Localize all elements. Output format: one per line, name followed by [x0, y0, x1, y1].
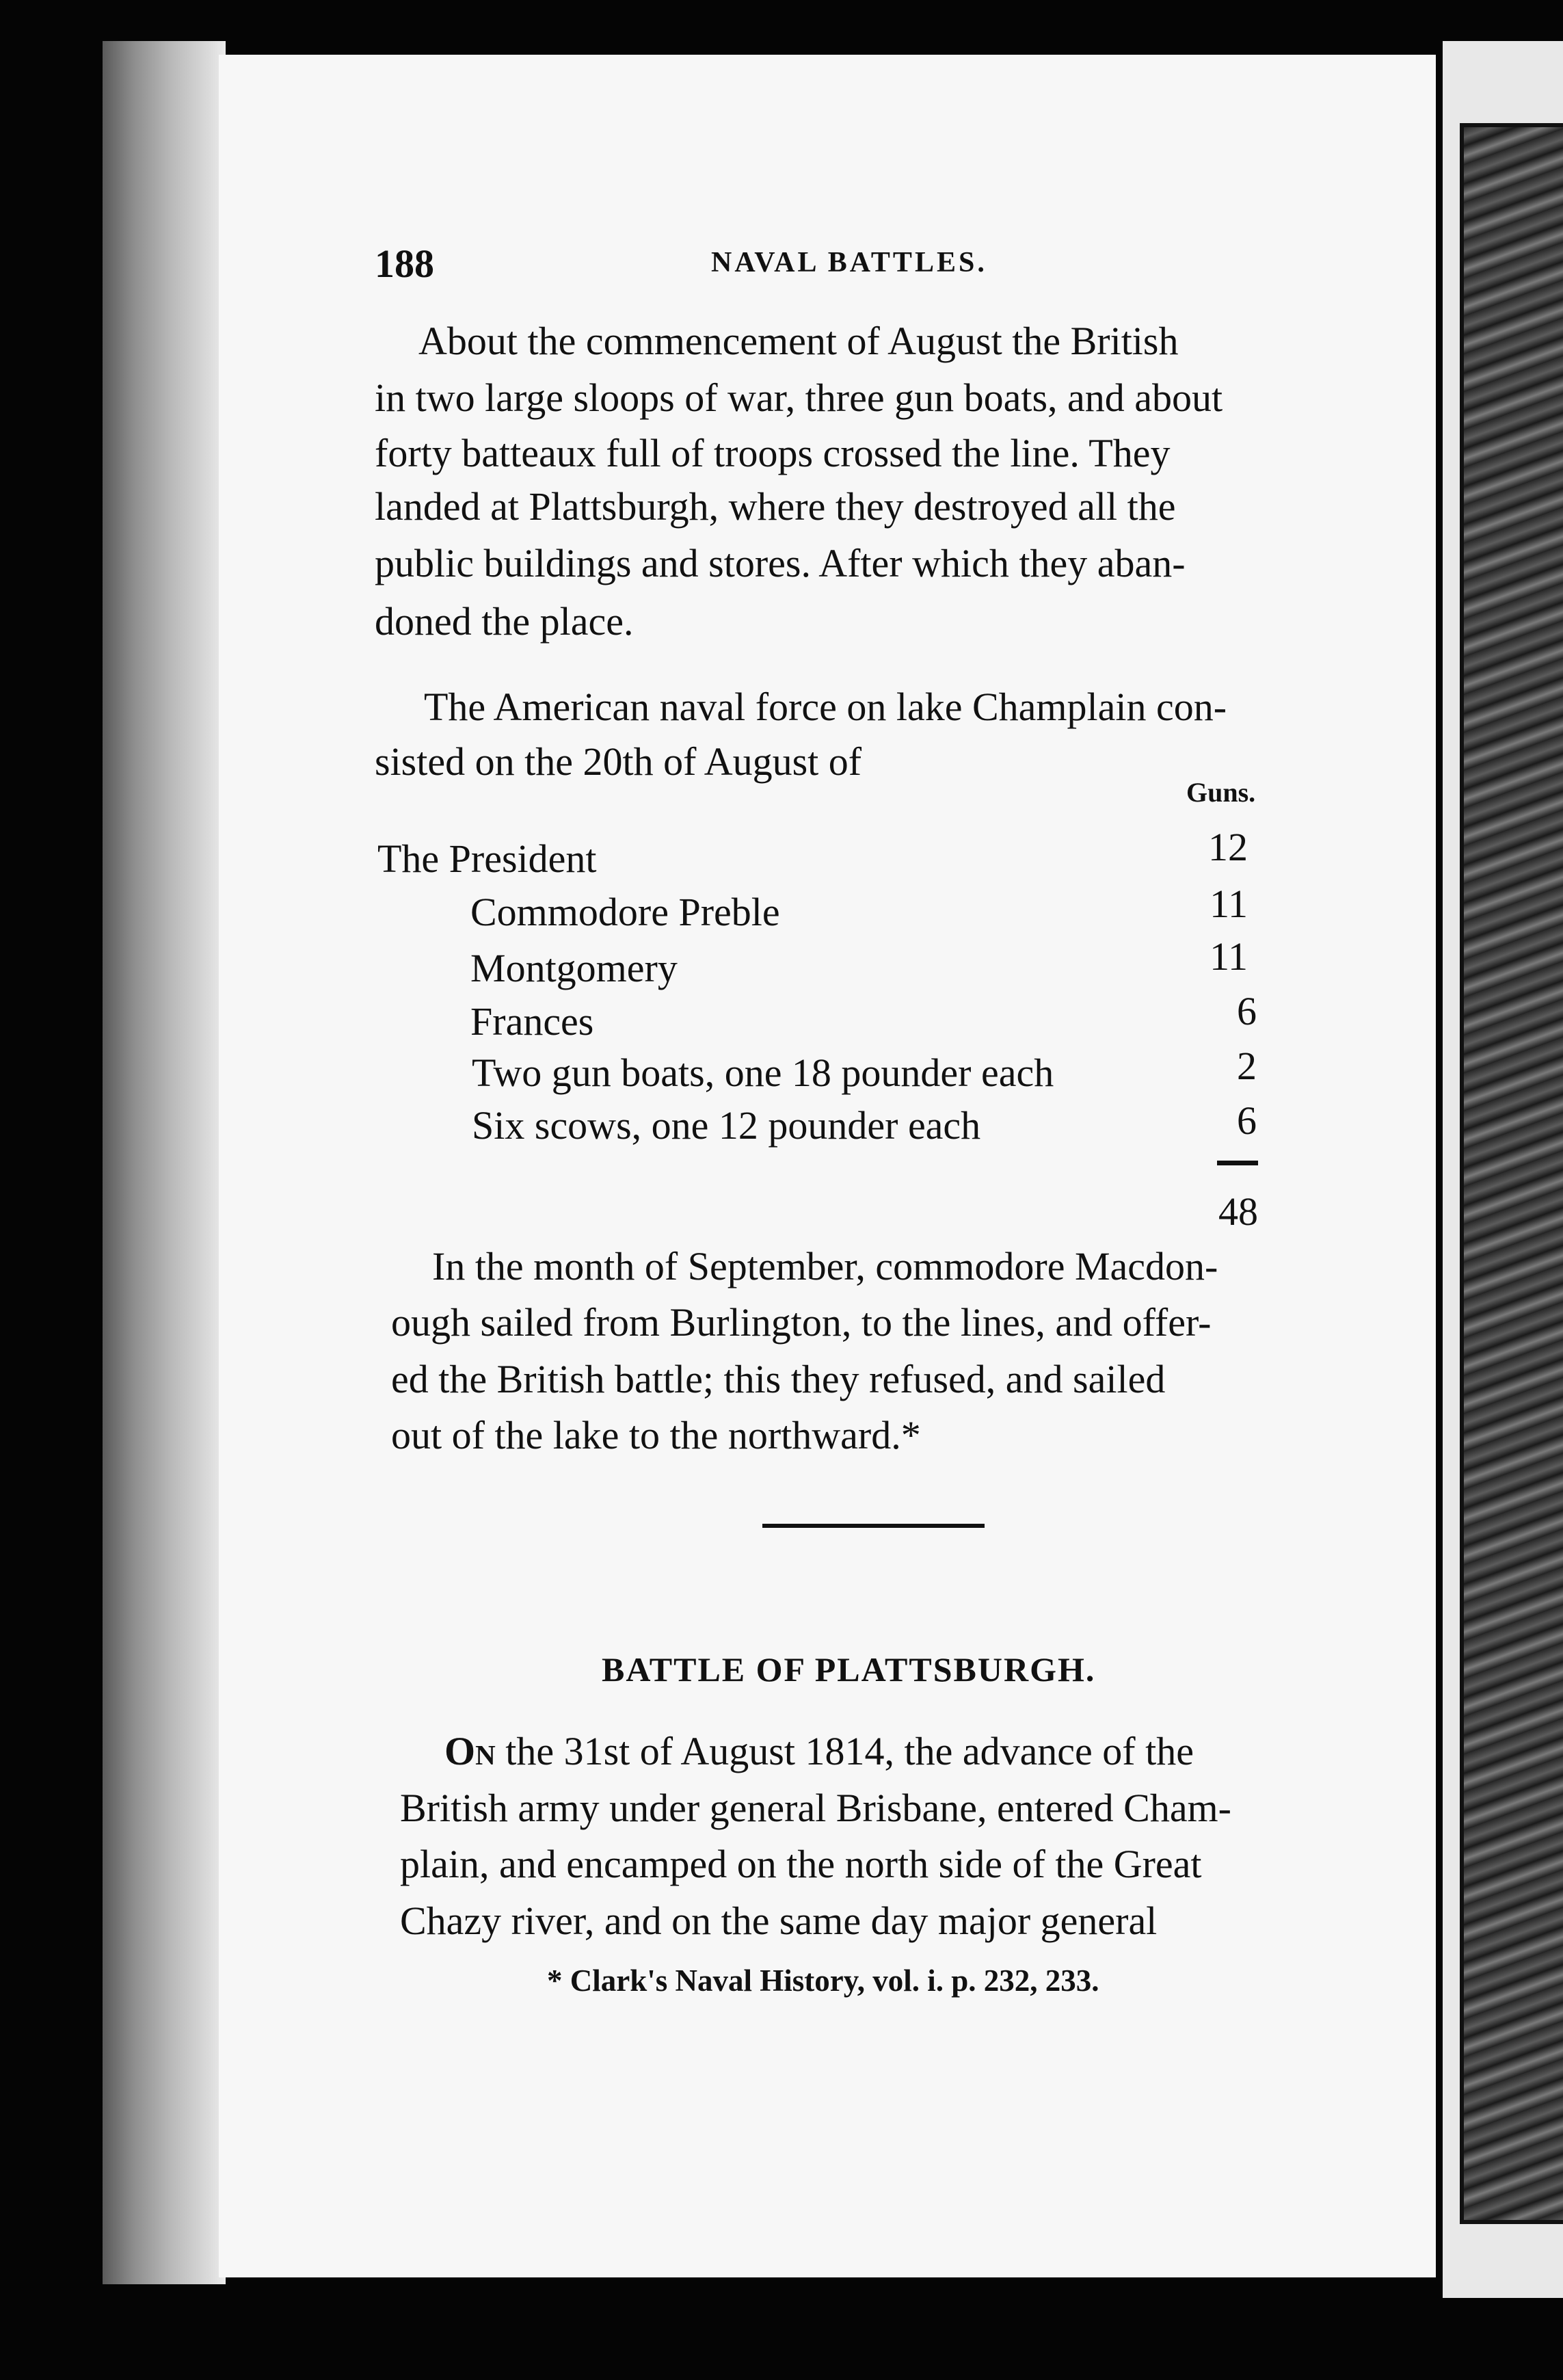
running-head: NAVAL BATTLES. [711, 247, 987, 278]
line-text: plain, and encamped on the north side of the Great [400, 1842, 1202, 1886]
paragraph-1-line [375, 375, 1332, 420]
ship-name: Commodore Preble [470, 890, 780, 934]
gun-count: 2 [1237, 1044, 1257, 1088]
paragraph-1-line [375, 431, 1332, 475]
gun-count: 6 [1237, 989, 1257, 1033]
line-text: out of the lake to the northward.* [391, 1413, 921, 1457]
page-number: 188 [375, 241, 434, 286]
paragraph-1-line [375, 599, 1332, 644]
battle-line [400, 1901, 1357, 1941]
line-text: sisted on the 20th of August of [375, 739, 862, 784]
line-text: The American naval force on lake Champlain con- [424, 685, 1227, 729]
paragraph-1-line [418, 321, 1332, 361]
line-text: public buildings and stores. After which they aban- [375, 541, 1186, 585]
line-text: Chazy river, and on the same day major general [400, 1899, 1158, 1943]
line-text: in two large sloops of war, three gun boats, and about [375, 375, 1223, 420]
ship-name: Six scows, one 12 pounder each [472, 1103, 981, 1148]
gun-count: 12 [1208, 825, 1248, 869]
guns-column-header: Guns. [1186, 777, 1256, 808]
paragraph-3-line [391, 1357, 1348, 1401]
paragraph-3-line [391, 1300, 1348, 1345]
ship-name: Two gun boats, one 18 pounder each [472, 1050, 1054, 1095]
total-guns: 48 [1218, 1189, 1258, 1234]
facing-page-engraving [1460, 123, 1563, 2224]
footnote: * Clark's Naval History, vol. i. p. 232, 233. [547, 1964, 1099, 1998]
paragraph-3-line [432, 1244, 1389, 1288]
line-text: In the month of September, commodore Macdon- [432, 1244, 1218, 1288]
line-text: landed at Plattsburgh, where they destroyed all the [375, 484, 1176, 529]
battle-line [444, 1729, 1402, 1773]
paragraph-3-line [391, 1413, 1348, 1457]
line-text: About the commencement of August the British [418, 319, 1179, 363]
gun-count: 11 [1210, 934, 1248, 979]
ship-name: Montgomery [470, 946, 678, 990]
line-text: doned the place. [375, 599, 634, 644]
section-divider [762, 1524, 985, 1528]
ship-name: The President [377, 836, 597, 881]
battle-line [400, 1844, 1357, 1884]
line-text: forty batteaux full of troops crossed the line. They [375, 431, 1171, 475]
gun-count: 6 [1237, 1098, 1257, 1143]
ship-name: Frances [470, 999, 594, 1044]
paragraph-1-line [375, 484, 1332, 529]
line-text: ough sailed from Burlington, to the lines, and offer- [391, 1300, 1212, 1345]
line-text: ed the British battle; this they refused, and sailed [391, 1357, 1166, 1401]
gun-count: 11 [1210, 882, 1248, 926]
section-title: BATTLE OF PLATTSBURGH. [602, 1650, 1096, 1689]
line-text: British army under general Brisbane, entered Cham- [400, 1786, 1231, 1830]
paragraph-2-line [424, 687, 1381, 727]
line-text: the 31st of August 1814, the advance of the [495, 1729, 1194, 1773]
sum-rule [1217, 1161, 1258, 1165]
book-spine-edge [103, 41, 226, 2284]
paragraph-1-line [375, 541, 1332, 585]
battle-line [400, 1788, 1357, 1828]
drop-cap: On [444, 1729, 496, 1773]
